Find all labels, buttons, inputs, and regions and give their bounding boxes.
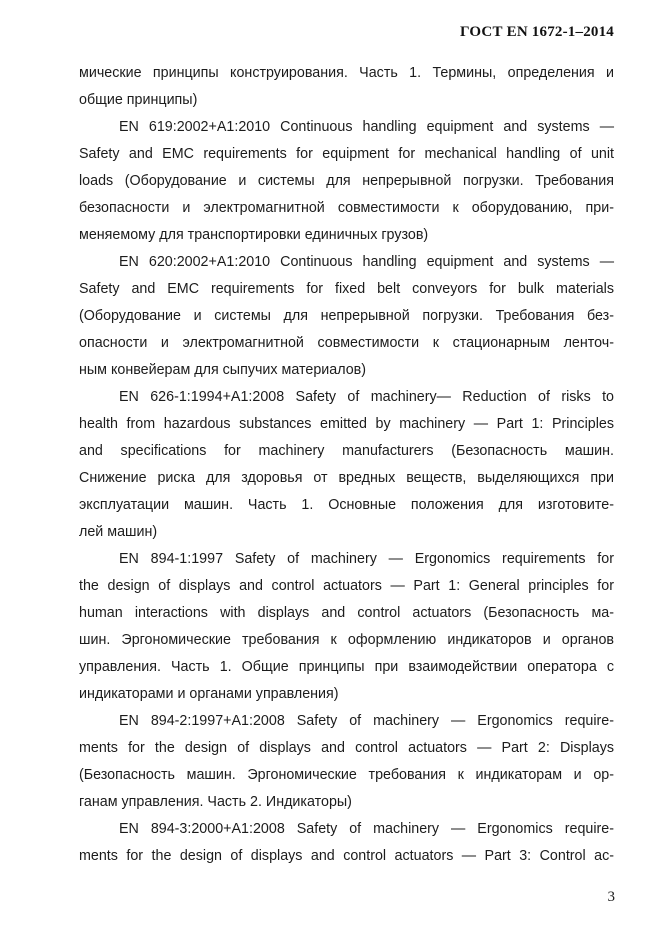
- text-line: эксплуатации машин. Часть 1. Основные положения для изготовите-: [79, 497, 614, 513]
- text-line: Снижение риска для здоровья от вредных веществ, выделяющихся при: [79, 470, 614, 486]
- text-line: (Оборудование и системы для непрерывной погрузки. Требования без-: [79, 308, 614, 324]
- text-line: EN 894-1:1997 Safety of machinery — Ergonomics requirements for: [119, 551, 614, 567]
- text-line: health from hazardous substances emitted by machinery — Part 1: Principles: [79, 416, 614, 432]
- text-line: EN 626-1:1994+A1:2008 Safety of machinery— Reduction of risks to: [119, 389, 614, 405]
- text-line: EN 894-2:1997+A1:2008 Safety of machinery — Ergonomics require-: [119, 713, 614, 729]
- text-line: ments for the design of displays and control actuators — Part 2: Displays: [79, 740, 614, 756]
- text-line: the design of displays and control actuators — Part 1: General principles for: [79, 578, 614, 594]
- text-line: human interactions with displays and control actuators (Безопасность ма-: [79, 605, 614, 621]
- text-line: опасности и электромагнитной совместимости к стационарным ленточ-: [79, 335, 614, 351]
- page-number: 3: [607, 889, 615, 905]
- text-line: Safety and EMC requirements for equipment for mechanical handling of unit: [79, 146, 614, 162]
- text-line: EN 620:2002+A1:2010 Continuous handling equipment and systems —: [119, 254, 614, 270]
- text-line: (Безопасность машин. Эргономические требования к индикаторам и ор-: [79, 767, 614, 783]
- text-line: ганам управления. Часть 2. Индикаторы): [79, 794, 352, 810]
- text-line: общие принципы): [79, 92, 198, 108]
- text-line: лей машин): [79, 524, 158, 540]
- text-line: меняемому для транспортировки единичных грузов): [79, 227, 429, 243]
- text-line: ments for the design of displays and control actuators — Part 3: Control ac-: [79, 848, 614, 864]
- text-line: ным конвейерам для сыпучих материалов): [79, 362, 367, 378]
- text-line: мические принципы конструирования. Часть 1. Термины, определения и: [79, 65, 614, 81]
- text-line: шин. Эргономические требования к оформлению индикаторов и органов: [79, 632, 614, 648]
- text-line: индикаторами и органами управления): [79, 686, 339, 702]
- body-text: [79, 60, 614, 870]
- text-line: Safety and EMC requirements for fixed belt conveyors for bulk materials: [79, 281, 614, 297]
- text-line: безопасности и электромагнитной совместимости к оборудованию, при-: [79, 200, 614, 216]
- text-line: EN 894-3:2000+A1:2008 Safety of machinery — Ergonomics require-: [119, 821, 614, 837]
- document-code-header: ГОСТ EN 1672-1–2014: [460, 24, 614, 40]
- text-line: and specifications for machinery manufacturers (Безопасность машин.: [79, 443, 614, 459]
- text-line: loads (Оборудование и системы для непрерывной погрузки. Требования: [79, 173, 614, 189]
- text-line: EN 619:2002+A1:2010 Continuous handling equipment and systems —: [119, 119, 614, 135]
- text-line: управления. Часть 1. Общие принципы при взаимодействии оператора с: [79, 659, 614, 675]
